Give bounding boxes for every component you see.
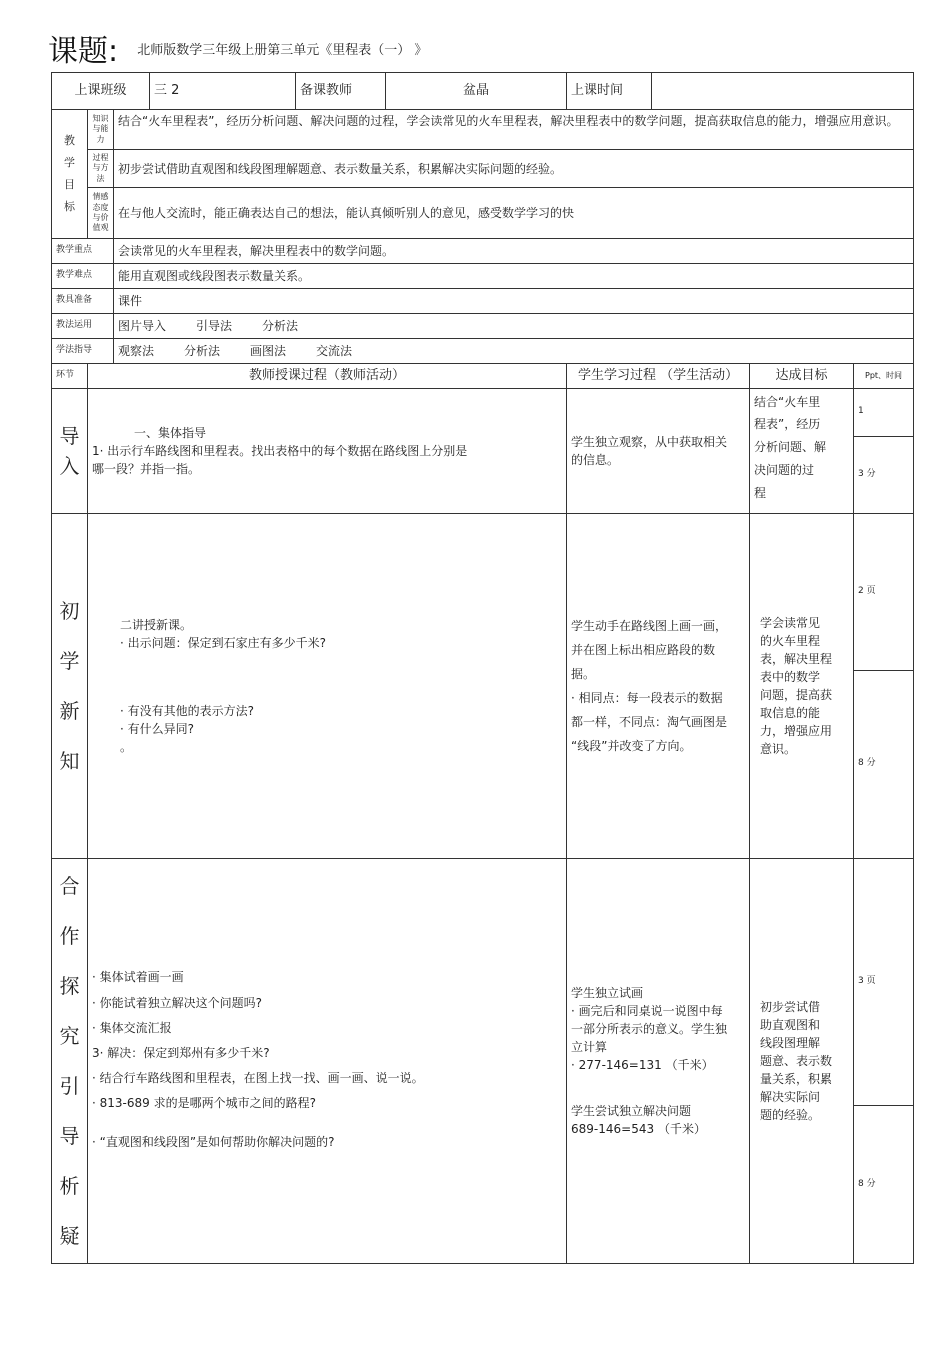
learn-method-row <box>52 339 914 364</box>
info-row <box>52 73 914 110</box>
learn-method-value: 观察法 分析法 画图法 交流法 <box>114 339 914 364</box>
process-header-row <box>52 364 914 389</box>
ppt-explore-page: 3 页 <box>854 858 914 1106</box>
stage-header: 环节 <box>52 364 88 389</box>
ppt-header: Ppt、时间 <box>854 364 914 389</box>
teach-method-row <box>52 314 914 339</box>
key-point-row <box>52 239 914 264</box>
stage-explore: 合 作 探 究 引 导 析 疑 <box>52 858 88 1263</box>
goal-text-1: 结合“火车里程表”，经历分析问题、解决问题的过程，学会读常见的火车里程表，解决里程表中的数学问题，提高获取信息的能力，增强应用意识。 <box>114 110 914 150</box>
difficulty-value: 能用直观图或线段图表示数量关系。 <box>114 264 914 289</box>
title-text: 北师版数学三年级上册第三单元《里程表（一） 》 <box>137 42 428 58</box>
ppt-intro-page: 1 <box>854 388 914 436</box>
teach-method-value: 图片导入 引导法 分析法 <box>114 314 914 339</box>
difficulty-label: 教学难点 <box>52 264 114 289</box>
stage-intro: 导 入 <box>52 388 88 513</box>
materials-value: 课件 <box>114 289 914 314</box>
class-value: 三 2 <box>150 73 296 110</box>
goal-intro: 结合“火车里 程表”，经历 分析问题、解 决问题的过 程 <box>750 388 854 513</box>
teacher-activity-explore: · 集体试着画一画 · 你能试着独立解决这个问题吗? · 集体交流汇报 3· 解决：保定到郑州有多少千米? · 结合行车路线图和里程表，在图上找一找、画一画、说一说。 · 813-689 求的是哪两个城市之间的路程? · “直观图和线段图”是如何帮助你解决问题的? <box>88 858 567 1263</box>
ppt-new-page: 2 页 <box>854 513 914 670</box>
teacher-activity-header: 教师授课过程（教师活动） <box>88 364 567 389</box>
ppt-explore-time: 8 分 <box>854 1106 914 1263</box>
goal-row-3 <box>52 188 914 239</box>
key-point-label: 教学重点 <box>52 239 114 264</box>
teach-method-label: 教法运用 <box>52 314 114 339</box>
materials-label: 教具准备 <box>52 289 114 314</box>
section-new <box>52 513 914 670</box>
goal-sub-1: 知识与能力 <box>88 110 114 150</box>
teacher-activity-new: 二讲授新课。 · 出示问题：保定到石家庄有多少千米? · 有没有其他的表示方法? · 有什么异同? 。 <box>88 513 567 858</box>
time-label: 上课时间 <box>567 73 652 110</box>
goal-text-2: 初步尝试借助直观图和线段图理解题意、表示数量关系，积累解决实际问题的经验。 <box>114 150 914 188</box>
goal-sub-3: 情感态度与价值观 <box>88 188 114 239</box>
goal-header: 达成目标 <box>750 364 854 389</box>
lesson-title <box>48 26 427 70</box>
goal-sub-2: 过程与方法 <box>88 150 114 188</box>
section-explore <box>52 858 914 1106</box>
key-point-value: 会读常见的火车里程表，解决里程表中的数学问题。 <box>114 239 914 264</box>
goals-label: 教 学 目 标 <box>52 110 88 239</box>
section-intro <box>52 388 914 436</box>
materials-row <box>52 289 914 314</box>
ppt-new-time: 8 分 <box>854 670 914 858</box>
goal-new: 学会读常见 的火车里程 表，解决里程 表中的数学 问题，提高获 取信息的能 力，增强应用 意识。 <box>750 513 854 858</box>
time-value <box>652 73 914 110</box>
student-activity-header: 学生学习过程 （学生活动） <box>567 364 750 389</box>
teacher-label: 备课教师 <box>296 73 386 110</box>
class-label: 上课班级 <box>52 73 150 110</box>
goal-row-2 <box>52 150 914 188</box>
student-activity-intro: 学生独立观察，从中获取相关 的信息。 <box>567 388 750 513</box>
stage-new: 初 学 新 知 <box>52 513 88 858</box>
goal-text-3: 在与他人交流时，能正确表达自己的想法，能认真倾听别人的意见，感受数学学习的快 <box>114 188 914 239</box>
ppt-intro-time: 3 分 <box>854 436 914 513</box>
lesson-plan-table <box>51 72 914 1264</box>
difficulty-row <box>52 264 914 289</box>
goal-row-1 <box>52 110 914 150</box>
learn-method-label: 学法指导 <box>52 339 114 364</box>
student-activity-explore: 学生独立试画 · 画完后和同桌说一说图中每 一部分所表示的意义。学生独 立计算 · 277-146=131 （千米） 学生尝试独立解决问题 689-146=543 （千米） <box>567 858 750 1263</box>
teacher-activity-intro: 一、集体指导 1· 出示行车路线图和里程表。找出表格中的每个数据在路线图上分别是 哪一段？并指一指。 <box>88 388 567 513</box>
teacher-value: 盆晶 <box>386 73 567 110</box>
goal-explore: 初步尝试借 助直观图和 线段图理解 题意、表示数 量关系，积累 解决实际问 题的经验。 <box>750 858 854 1263</box>
title-label: 课题: <box>48 34 119 69</box>
student-activity-new: 学生动手在路线图上画一画， 并在图上标出相应路段的数 据。 · 相同点：每一段表示的数据 都一样，不同点：淘气画图是 “线段”并改变了方向。 <box>567 513 750 858</box>
